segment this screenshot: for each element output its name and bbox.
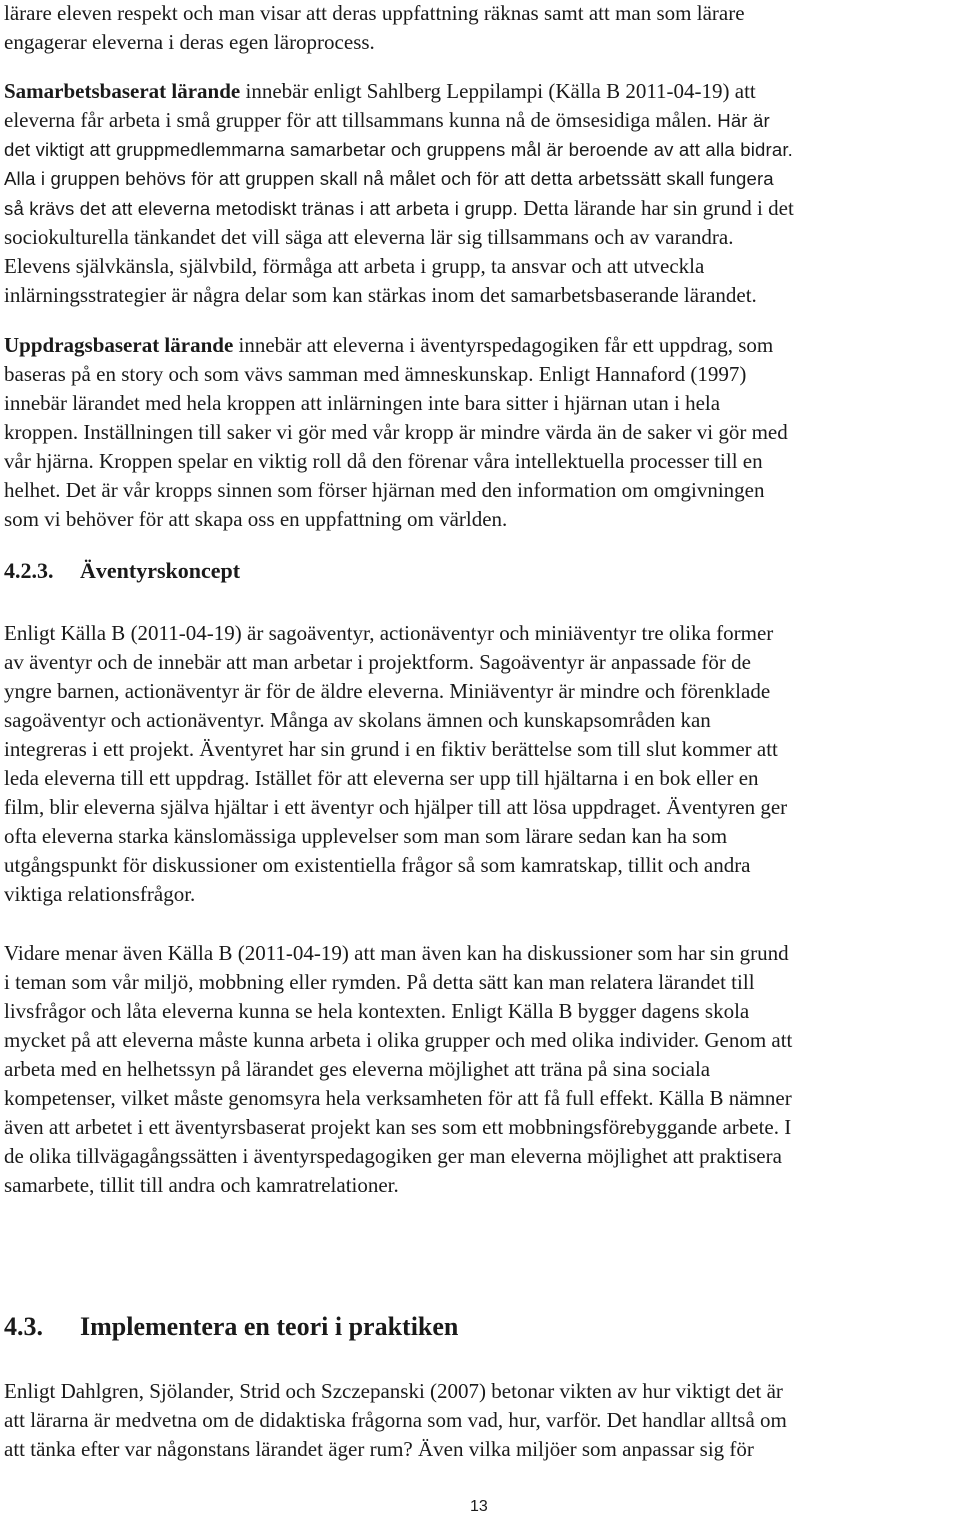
samarbete-line-5-serif: Detta lärande har sin grund i det	[517, 196, 794, 220]
section-heading-4-2-3	[4, 558, 240, 584]
teori-p1-line: att tänka efter var någonstans lärandet äger rum? Även vilka miljöer som anpassar sig för	[4, 1437, 754, 1461]
samarbete-line-2-sans: Här är	[711, 110, 770, 131]
samarbete-line-2-text: eleverna får arbeta i små grupper för att tillsammans kunna nå de ömsesidiga målen.	[4, 108, 712, 132]
koncept-p1-line: ofta eleverna starka känslomässiga upplevelser som man som lärare sedan kan ha som	[4, 824, 728, 848]
samarbete-line-2	[4, 107, 770, 134]
koncept-p1-line: viktiga relationsfrågor.	[4, 882, 196, 906]
uppdrag-line-1	[4, 332, 773, 358]
samarbete-line-6: sociokulturella tänkandet det vill säga att eleverna lär sig tillsammans och av varandra.	[4, 225, 734, 249]
koncept-p2-line: samarbete, tillit till andra och kamratrelationer.	[4, 1173, 399, 1197]
samarbete-line-3: det viktigt att gruppmedlemmarna samarbetar och gruppens mål är beroende av att alla bidrar.	[4, 139, 793, 160]
samarbete-line-7: Elevens självkänsla, självbild, förmåga att arbeta i grupp, ta ansvar och att utveckla	[4, 254, 705, 278]
koncept-p2-line: arbeta med en helhetssyn på lärandet ges eleverna möjlighet att träna på sina sociala	[4, 1057, 711, 1081]
samarbete-term: Samarbetsbaserat lärande	[4, 79, 241, 103]
uppdrag-line-2: baseras på en story och som vävs samman med ämneskunskap. Enligt Hannaford (1997)	[4, 362, 747, 386]
uppdrag-line-3: innebär lärandet med hela kroppen att inlärningen inte bara sitter i hjärnan utan i hela	[4, 391, 721, 415]
page-number: 13	[470, 1498, 488, 1515]
samarbete-line-1	[4, 78, 756, 104]
samarbete-line-1-text: innebär enligt Sahlberg Leppilampi (Källa B 2011-04-19) att	[240, 79, 756, 103]
samarbete-line-4: Alla i gruppen behövs för att gruppen skall nå målet och för att detta arbetssätt skall fungera	[4, 168, 774, 189]
koncept-p1-line: film, blir eleverna själva hjältar i ett äventyr och hjälper till att lösa uppdraget. Äventyren ger	[4, 795, 788, 819]
section-title: Äventyrskoncept	[80, 558, 241, 583]
uppdrag-line-4: kroppen. Inställningen till saker vi gör med vår kropp är mindre värda än de saker vi gör med	[4, 420, 788, 444]
koncept-p1-line: utgångspunkt för diskussioner om existentiella frågor så som kamratskap, tillit och andra	[4, 853, 751, 877]
section-heading-4-3	[4, 1312, 458, 1342]
teori-p1-line: Enligt Dahlgren, Sjölander, Strid och Szczepanski (2007) betonar vikten av hur viktigt det är	[4, 1379, 783, 1403]
koncept-p2-line: mycket på att eleverna måste kunna arbeta i olika grupper och med olika individer. Genom att	[4, 1028, 793, 1052]
section-title: Implementera en teori i praktiken	[80, 1312, 459, 1341]
uppdrag-line-5: vår hjärna. Kroppen spelar en viktig roll då den förenar våra intellektuella processer till en	[4, 449, 763, 473]
koncept-p2-line: i teman som vår miljö, mobbning eller rymden. På detta sätt kan man relatera lärandet till	[4, 970, 755, 994]
koncept-p1-line: leda eleverna till ett uppdrag. Istället för att eleverna ser upp till hjältarna i en bok eller en	[4, 766, 759, 790]
koncept-p2-line: livsfrågor och låta eleverna kunna se hela kontexten. Enligt Källa B bygger dagens skola	[4, 999, 750, 1023]
koncept-p1-line: yngre barnen, actionäventyr är för de äldre eleverna. Miniäventyr är mindre och förenklade	[4, 679, 771, 703]
koncept-p1-line: av äventyr och de innebär att man arbetar i projektform. Sagoäventyr är anpassade för de	[4, 650, 751, 674]
koncept-p1-line: sagoäventyr och actionäventyr. Många av skolans ämnen och kunskapsområden kan	[4, 708, 711, 732]
koncept-p2-line: även att arbetet i ett äventyrsbaserat projekt kan ses som ett mobbningsförebyggande arbete. I	[4, 1115, 792, 1139]
section-number: 4.3.	[4, 1312, 43, 1341]
koncept-p2-line: de olika tillvägagångssätten i äventyrspedagogiken ger man eleverna möjlighet att praktisera	[4, 1144, 782, 1168]
samarbete-line-8: inlärningsstrategier är några delar som kan stärkas inom det samarbetsbaserande lärandet.	[4, 283, 757, 307]
koncept-p1-line: Enligt Källa B (2011-04-19) är sagoäventyr, actionäventyr och miniäventyr tre olika former	[4, 621, 774, 645]
uppdrag-term: Uppdragsbaserat lärande	[4, 333, 234, 357]
teori-p1-line: att lärarna är medvetna om de didaktiska frågorna som vad, hur, varför. Det handlar alltså om	[4, 1408, 787, 1432]
uppdrag-line-7: som vi behöver för att skapa oss en uppfattning om världen.	[4, 507, 508, 531]
samarbete-line-5-sans: så krävs det att eleverna metodiskt tränas i att arbeta i grupp.	[4, 198, 518, 219]
intro-line-2: engagerar eleverna i deras egen läroprocess.	[4, 30, 375, 54]
koncept-p2-line: Vidare menar även Källa B (2011-04-19) att man även kan ha diskussioner som har sin grund	[4, 941, 789, 965]
koncept-p1-line: integreras i ett projekt. Äventyret har sin grund i en fiktiv berättelse som till slut kommer att	[4, 737, 778, 761]
section-number: 4.2.3.	[4, 558, 54, 583]
intro-line-1: lärare eleven respekt och man visar att deras uppfattning räknas samt att man som lärare	[4, 1, 745, 25]
uppdrag-line-6: helhet. Det är vår kropps sinnen som förser hjärnan med den information om omgivningen	[4, 478, 765, 502]
uppdrag-line-1-text: innebär att eleverna i äventyrspedagogiken får ett uppdrag, som	[233, 333, 774, 357]
samarbete-line-5	[4, 195, 794, 222]
koncept-p2-line: kompetenser, vilket måste genomsyra hela verksamheten för att få full effekt. Källa B nämner	[4, 1086, 792, 1110]
